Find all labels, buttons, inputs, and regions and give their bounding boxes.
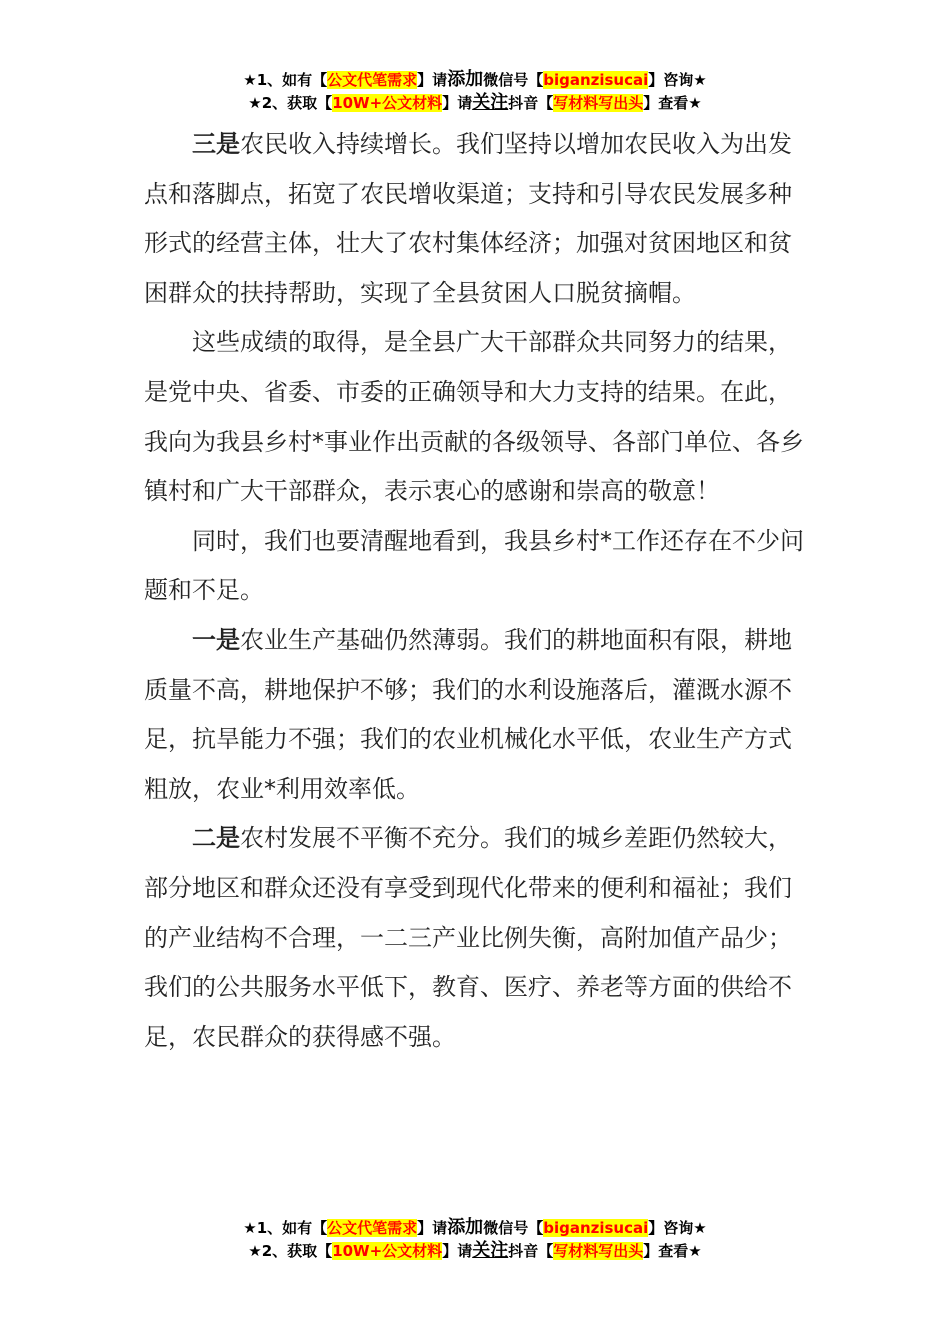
promo-footer-bottom bbox=[0, 1217, 950, 1263]
paragraph bbox=[144, 517, 806, 616]
promo-text: 】咨询 bbox=[648, 1219, 694, 1237]
wechat-id-highlight: biganzisucai bbox=[543, 71, 649, 89]
promo-highlight: 10W+公文材料 bbox=[332, 94, 443, 112]
paragraph bbox=[144, 814, 806, 1062]
promo-highlight: 10W+公文材料 bbox=[332, 1242, 443, 1260]
star-icon: ★ bbox=[693, 1219, 707, 1237]
star-icon: ★ bbox=[243, 1219, 257, 1237]
promo-emphasis: 添加 bbox=[447, 1217, 484, 1238]
promo-line-1 bbox=[0, 1217, 950, 1240]
star-icon: ★ bbox=[248, 1242, 262, 1260]
star-icon: ★ bbox=[243, 71, 257, 89]
promo-line-1 bbox=[0, 69, 950, 92]
promo-text: 抖音【 bbox=[508, 1242, 554, 1260]
promo-text: 2、获取【 bbox=[261, 94, 333, 112]
promo-highlight: 公文代笔需求 bbox=[327, 71, 418, 89]
promo-text: 微信号【 bbox=[483, 71, 544, 89]
promo-highlight: 公文代笔需求 bbox=[327, 1219, 418, 1237]
paragraph bbox=[144, 120, 806, 318]
document-body bbox=[144, 120, 806, 1062]
paragraph-text: 农民收入持续增长。我们坚持以增加农民收入为出发点和落脚点，拓宽了农民增收渠道；支持和引导农民发展多种形式的经营主体，壮大了农村集体经济；加强对贫困地区和贫困群众的扶持帮助，实现了全县贫困人口脱贫摘帽。 bbox=[144, 130, 792, 307]
promo-text: 1、如有【 bbox=[256, 1219, 328, 1237]
paragraph-text: 农村发展不平衡不充分。我们的城乡差距仍然较大，部分地区和群众还没有享受到现代化带来的便利和福祉；我们的产业结构不合理，一二三产业比例失衡，高附加值产品少；我们的公共服务水平低下，教育、医疗、养老等方面的供给不足，农民群众的获得感不强。 bbox=[144, 824, 792, 1051]
douyin-highlight: 写材料写出头 bbox=[553, 1242, 644, 1260]
star-icon: ★ bbox=[688, 1242, 702, 1260]
promo-text: 】请 bbox=[417, 71, 448, 89]
promo-emphasis: 关注 bbox=[472, 1240, 509, 1261]
promo-text: 】咨询 bbox=[648, 71, 694, 89]
promo-emphasis: 关注 bbox=[472, 92, 509, 113]
promo-text: 微信号【 bbox=[483, 1219, 544, 1237]
paragraph-lead: 一是 bbox=[192, 625, 240, 654]
promo-line-2 bbox=[0, 1240, 950, 1263]
paragraph-text: 这些成绩的取得，是全县广大干部群众共同努力的结果，是党中央、省委、市委的正确领导和大力支持的结果。在此，我向为我县乡村*事业作出贡献的各级领导、各部门单位、各乡镇村和广大干部群众，表示衷心的感谢和崇高的敬意！ bbox=[144, 328, 804, 506]
promo-header-top bbox=[0, 69, 950, 115]
promo-text: 抖音【 bbox=[508, 94, 554, 112]
promo-text: 】查看 bbox=[643, 1242, 689, 1260]
star-icon: ★ bbox=[688, 94, 702, 112]
paragraph-text: 农业生产基础仍然薄弱。我们的耕地面积有限，耕地质量不高，耕地保护不够；我们的水利设施落后，灌溉水源不足，抗旱能力不强；我们的农业机械化水平低，农业生产方式粗放，农业*利用效率低。 bbox=[144, 625, 792, 803]
star-icon: ★ bbox=[248, 94, 262, 112]
promo-text: 】请 bbox=[417, 1219, 448, 1237]
promo-text: 1、如有【 bbox=[256, 71, 328, 89]
star-icon: ★ bbox=[693, 71, 707, 89]
promo-text: 2、获取【 bbox=[261, 1242, 333, 1260]
promo-line-2 bbox=[0, 92, 950, 115]
paragraph bbox=[144, 318, 806, 516]
wechat-id-highlight: biganzisucai bbox=[543, 1219, 649, 1237]
douyin-highlight: 写材料写出头 bbox=[553, 94, 644, 112]
paragraph-text: 同时，我们也要清醒地看到，我县乡村*工作还存在不少问题和不足。 bbox=[144, 526, 804, 605]
promo-text: 】请 bbox=[442, 94, 473, 112]
paragraph-lead: 二是 bbox=[192, 824, 240, 853]
paragraph-lead: 三是 bbox=[192, 130, 240, 158]
promo-text: 】请 bbox=[442, 1242, 473, 1260]
promo-emphasis: 添加 bbox=[447, 69, 484, 90]
paragraph bbox=[144, 616, 806, 814]
promo-text: 】查看 bbox=[643, 94, 689, 112]
